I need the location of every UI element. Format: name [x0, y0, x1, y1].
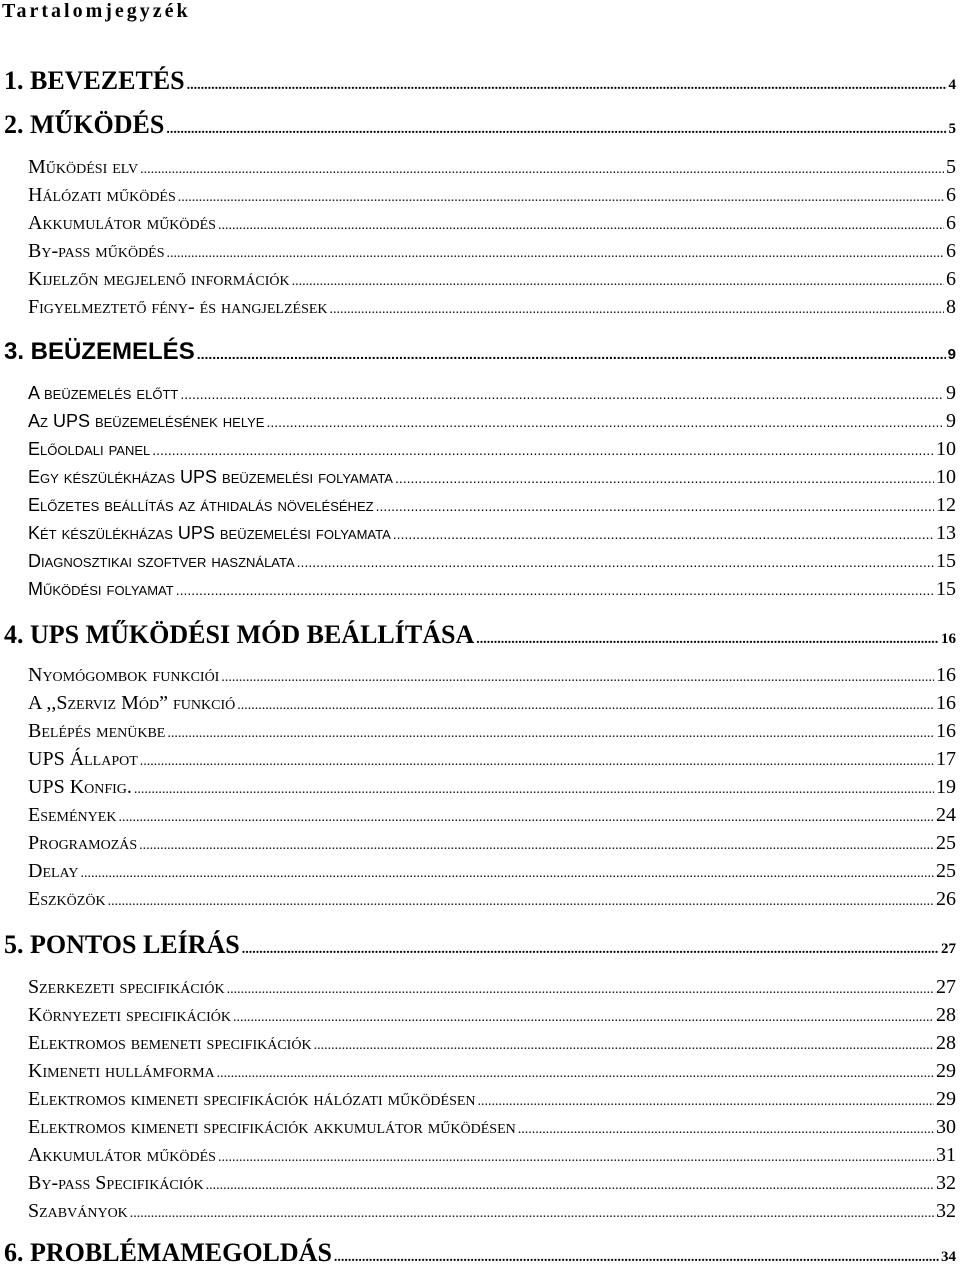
dot-leader [187, 78, 947, 94]
toc-entry[interactable] [28, 578, 956, 601]
toc-label: Előoldali panel [28, 439, 151, 459]
toc-page: 6 [946, 184, 956, 206]
toc-label: Delay [28, 860, 79, 882]
toc-page: 13 [936, 522, 956, 544]
toc-label: A beüzemelés előtt [28, 383, 179, 403]
toc-heading: Tartalomjegyzék [2, 0, 191, 22]
toc-label: 4. UPS MŰKÖDÉSI MÓD BEÁLLÍTÁSA [4, 620, 475, 649]
toc-entry[interactable] [28, 888, 956, 911]
dot-leader [152, 442, 934, 458]
dot-leader [80, 866, 934, 882]
toc-label: By-pass Specifikációk [28, 1172, 204, 1194]
toc-entry[interactable] [28, 550, 956, 573]
toc-label: Szerkezeti specifikációk [28, 976, 225, 998]
dot-leader [478, 1094, 934, 1110]
dot-leader [140, 754, 934, 770]
dot-leader [140, 162, 944, 178]
toc-label: Működési folyamat [28, 579, 174, 599]
toc-page: 16 [941, 631, 956, 647]
toc-page: 10 [936, 438, 956, 460]
toc-entry[interactable] [28, 522, 956, 545]
toc-label: Eszközök [28, 888, 106, 910]
toc-label: 3. BEÜZEMELÉS [4, 338, 195, 365]
dot-leader [227, 982, 934, 998]
toc-entry[interactable] [28, 1172, 956, 1195]
toc-label: Elektromos kimeneti specifikációk akkumulátor működésen [28, 1116, 516, 1138]
toc-page: 5 [946, 156, 956, 178]
toc-label: Események [28, 804, 117, 826]
toc-page: 25 [936, 860, 956, 882]
toc-entry[interactable] [28, 804, 956, 827]
toc-page: 15 [936, 578, 956, 600]
toc-entry[interactable] [28, 156, 956, 179]
toc-page: 26 [936, 888, 956, 910]
toc-entry[interactable] [28, 748, 956, 771]
toc-page: 32 [936, 1172, 956, 1194]
toc-page: 15 [936, 550, 956, 572]
dot-leader [518, 1122, 934, 1138]
toc-label: Diagnosztikai szoftver használata [28, 551, 295, 571]
toc-chapter-3[interactable] [4, 338, 956, 366]
toc-page: 31 [936, 1144, 956, 1166]
toc-page: 28 [936, 1032, 956, 1054]
dot-leader [476, 632, 939, 648]
toc-label: Kijelzőn megjelenő információk [28, 268, 290, 290]
toc-entry[interactable] [28, 438, 956, 461]
toc-entry[interactable] [28, 664, 956, 687]
toc-label: Környezeti specifikációk [28, 1004, 231, 1026]
toc-chapter-6[interactable] [4, 1238, 956, 1268]
dot-leader [206, 1178, 934, 1194]
toc-label: Hálózati működés [28, 184, 176, 206]
toc-entry[interactable] [28, 1088, 956, 1111]
toc-label: 5. PONTOS LEÍRÁS [4, 930, 240, 959]
toc-chapter-5[interactable] [4, 930, 956, 960]
toc-page: 9 [946, 382, 956, 404]
dot-leader [176, 582, 934, 598]
toc-page: 10 [936, 466, 956, 488]
toc-entry[interactable] [28, 268, 956, 291]
toc-label: 1. BEVEZETÉS [4, 66, 185, 95]
toc-page: 6 [946, 240, 956, 262]
toc-label: Működési elv [28, 156, 139, 178]
toc-entry[interactable] [28, 692, 956, 715]
toc-entry[interactable] [28, 212, 956, 235]
toc-entry[interactable] [28, 296, 956, 319]
toc-page: 16 [936, 664, 956, 686]
dot-leader [221, 670, 934, 686]
toc-label: UPS Állapot [28, 748, 138, 770]
toc-page: 29 [936, 1088, 956, 1110]
toc-entry[interactable] [28, 1004, 956, 1027]
toc-label: Akkumulátor működés [28, 212, 216, 234]
toc-entry[interactable] [28, 976, 956, 999]
dot-leader [237, 698, 934, 714]
dot-leader [376, 498, 934, 514]
dot-leader [297, 554, 934, 570]
toc-label: Egy készülékházas UPS beüzemelési folyamata [28, 467, 393, 487]
toc-entry[interactable] [28, 240, 956, 263]
toc-page: 27 [941, 941, 956, 957]
dot-leader [292, 274, 944, 290]
dot-leader [139, 838, 934, 854]
dot-leader [108, 894, 934, 910]
toc-label: Elektromos kimeneti specifikációk hálózati működésen [28, 1088, 476, 1110]
toc-entry[interactable] [28, 466, 956, 489]
dot-leader [197, 346, 946, 362]
toc-entry[interactable] [28, 410, 956, 433]
dot-leader [393, 526, 934, 542]
toc-entry[interactable] [28, 1144, 956, 1167]
toc-page: 30 [936, 1116, 956, 1138]
toc-label: Programozás [28, 832, 138, 854]
dot-leader [218, 1150, 934, 1166]
toc-page: 16 [936, 720, 956, 742]
toc-page: 27 [936, 976, 956, 998]
toc-entry[interactable] [28, 1060, 956, 1083]
dot-leader [218, 218, 944, 234]
toc-chapter-1[interactable] [4, 66, 956, 96]
dot-leader [178, 190, 944, 206]
dot-leader [233, 1010, 934, 1026]
dot-leader [217, 1066, 934, 1082]
toc-label: Nyomógombok funkciói [28, 664, 220, 686]
toc-label: UPS Konfig. [28, 776, 132, 798]
toc-entry[interactable] [28, 1116, 956, 1139]
toc-label: 6. PROBLÉMAMEGOLDÁS [4, 1238, 332, 1267]
toc-entry[interactable] [28, 382, 956, 405]
toc-page: 12 [936, 494, 956, 516]
toc-page: 16 [936, 692, 956, 714]
dot-leader [166, 122, 946, 138]
dot-leader [130, 1206, 934, 1222]
toc-page: 29 [936, 1060, 956, 1082]
toc-entry[interactable] [28, 832, 956, 855]
toc-page: 28 [936, 1004, 956, 1026]
toc-entry[interactable] [28, 776, 956, 799]
toc-label: Két készülékházas UPS beüzemelési folyamata [28, 523, 391, 543]
dot-leader [167, 726, 934, 742]
toc-page: 9 [946, 410, 956, 432]
toc-label: By-pass működés [28, 240, 165, 262]
toc-label: Kimeneti hullámforma [28, 1060, 215, 1082]
toc-entry[interactable] [28, 1200, 956, 1223]
toc-entry[interactable] [28, 860, 956, 883]
toc-label: Figyelmeztető fény- és hangjelzések [28, 296, 328, 318]
toc-label: Elektromos bemeneti specifikációk [28, 1032, 312, 1054]
toc-page: 6 [946, 212, 956, 234]
dot-leader [334, 1250, 939, 1266]
toc-label: Belépés menükbe [28, 720, 166, 742]
toc-entry[interactable] [28, 720, 956, 743]
dot-leader [395, 470, 934, 486]
toc-label: Akkumulátor működés [28, 1144, 216, 1166]
toc-page: 25 [936, 832, 956, 854]
toc-page: 6 [946, 268, 956, 290]
toc-page: 24 [936, 804, 956, 826]
dot-leader [314, 1038, 934, 1054]
toc-page: 9 [947, 346, 956, 363]
toc-label: Az UPS beüzemelésének helye [28, 411, 265, 431]
toc-entry[interactable] [28, 494, 956, 517]
dot-leader [118, 810, 934, 826]
dot-leader [180, 386, 944, 402]
dot-leader [330, 302, 944, 318]
toc-chapter-4[interactable] [4, 620, 956, 650]
toc-entry[interactable] [28, 1032, 956, 1055]
toc-label: Előzetes beállítás az áthidalás növeléséhez [28, 495, 374, 515]
dot-leader [134, 782, 934, 798]
toc-chapter-2[interactable] [4, 110, 956, 140]
toc-page: 8 [946, 296, 956, 318]
toc-page: 32 [936, 1200, 956, 1222]
toc-page: 34 [941, 1249, 956, 1265]
toc-label: A ,,Szerviz Mód” funkció [28, 692, 236, 714]
dot-leader [242, 942, 939, 958]
toc-page: 17 [936, 748, 956, 770]
toc-page: 4 [948, 77, 956, 93]
toc-page: 19 [936, 776, 956, 798]
dot-leader [266, 414, 944, 430]
toc-label: 2. MŰKÖDÉS [4, 110, 165, 139]
toc-entry[interactable] [28, 184, 956, 207]
toc-page: 5 [948, 121, 956, 137]
toc-label: Szabványok [28, 1200, 128, 1222]
dot-leader [167, 246, 944, 262]
